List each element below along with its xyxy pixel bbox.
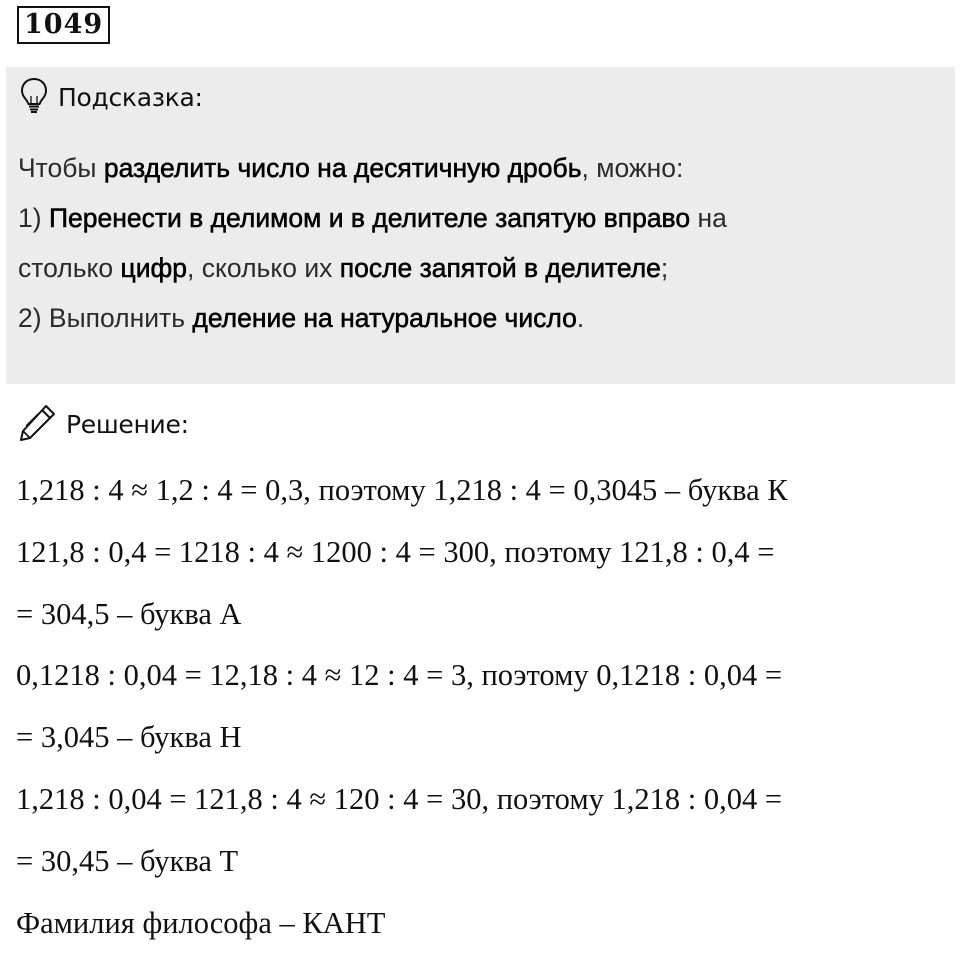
hint-segment: на	[690, 203, 727, 233]
hint-segment: .	[576, 303, 585, 333]
solution-body	[16, 460, 946, 954]
solution-line: = 304,5 – буква А	[16, 596, 242, 631]
hint-line	[18, 143, 943, 193]
hint-text	[18, 143, 943, 343]
solution-line: = 3,045 – буква Н	[16, 720, 242, 755]
hint-emphasis: деление на натуральное число	[192, 303, 577, 333]
hint-emphasis: разделить число на десятичную дробь	[103, 153, 582, 183]
solution-line: = 30,45 – буква Т	[16, 843, 239, 878]
hint-line	[18, 193, 943, 243]
solution-title: Решение:	[66, 409, 189, 439]
hint-segment: 2) Выполнить	[18, 303, 193, 333]
hint-line	[18, 243, 943, 293]
lightbulb-icon	[20, 77, 48, 118]
hint-emphasis: Перенести в делимом и в делителе запятую вправо	[48, 203, 691, 233]
hint-emphasis: после запятой в делителе	[339, 253, 661, 283]
hint-segment: Чтобы	[18, 153, 104, 183]
solution-line: Фамилия философа – КАНТ	[16, 905, 386, 940]
hint-segment: , можно:	[581, 153, 684, 183]
hint-segment: столько	[18, 253, 121, 283]
solution-header	[16, 402, 189, 446]
hint-segment: ;	[660, 253, 669, 283]
problem-number: 1049	[17, 6, 110, 44]
hint-box	[6, 67, 955, 384]
solution-line: 121,8 : 0,4 = 1218 : 4 ≈ 1200 : 4 = 300, поэтому 121,8 : 0,4 =	[16, 534, 775, 569]
hint-line	[18, 293, 943, 343]
solution-line: 0,1218 : 0,04 = 12,18 : 4 ≈ 12 : 4 = 3, поэтому 0,1218 : 0,04 =	[16, 658, 783, 693]
hint-segment: , сколько их	[187, 253, 340, 283]
solution-line: 1,218 : 4 ≈ 1,2 : 4 = 0,3, поэтому 1,218 : 4 = 0,3045 – буква К	[16, 473, 788, 507]
hint-segment: 1)	[18, 203, 49, 233]
hint-emphasis: цифр	[120, 253, 188, 283]
hint-header	[20, 79, 203, 115]
solution-line: 1,218 : 0,04 = 121,8 : 4 ≈ 120 : 4 = 30, поэтому 1,218 : 0,04 =	[16, 781, 783, 816]
pencil-icon	[16, 402, 60, 447]
hint-title: Подсказка:	[58, 82, 203, 112]
